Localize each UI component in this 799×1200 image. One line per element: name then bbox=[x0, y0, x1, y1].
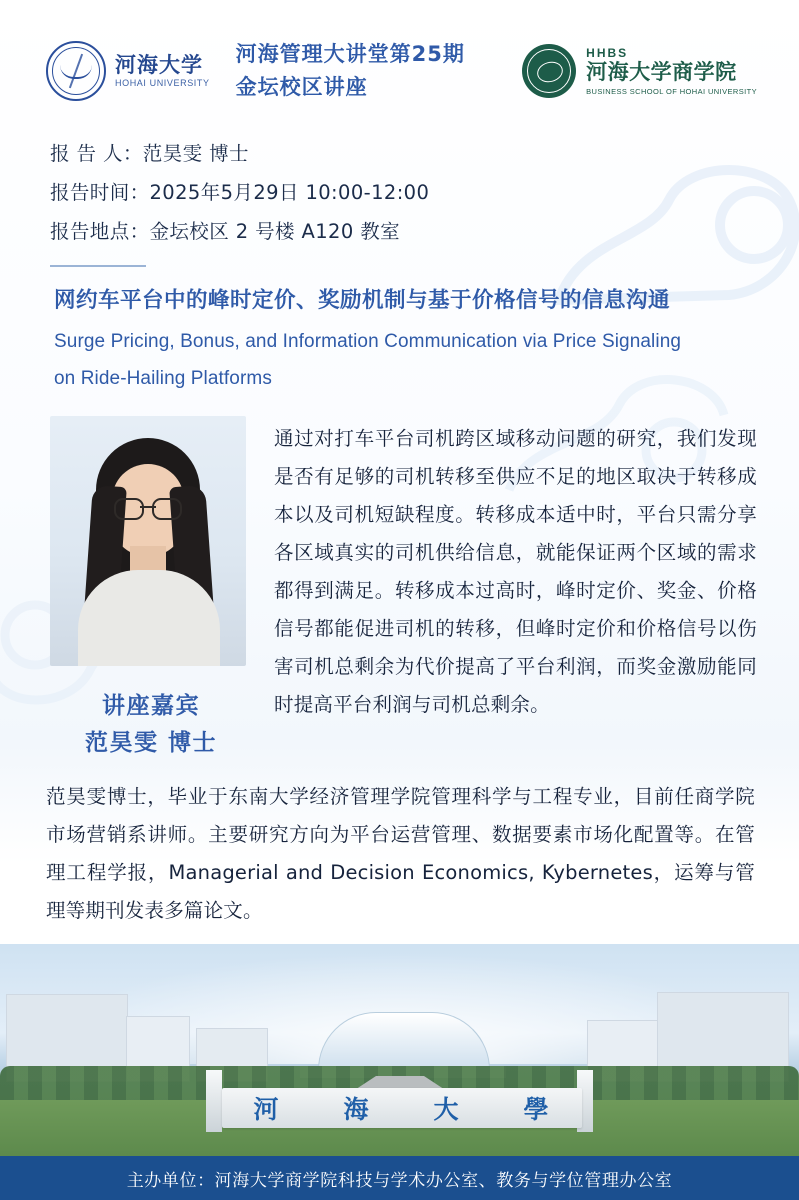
poster-header bbox=[0, 0, 799, 116]
gate-char: 河 bbox=[253, 1095, 281, 1124]
hhbs-seal-icon bbox=[522, 44, 576, 98]
hohai-name-cn: 河海大学 bbox=[115, 52, 203, 77]
hhbs-abbr: HHBS bbox=[586, 45, 629, 60]
guest-label-block bbox=[46, 688, 256, 762]
time-line: 报告时间：2025年5月29日 10:00-12:00 bbox=[50, 181, 430, 204]
lecture-info-block bbox=[0, 116, 799, 267]
guest-name: 范昊雯 博士 bbox=[84, 730, 217, 757]
header-title-line1: 河海管理大讲堂第25期 bbox=[235, 42, 465, 67]
gate-char: 學 bbox=[523, 1095, 551, 1124]
lecture-title-cn: 网约车平台中的峰时定价、奖励机制与基于价格信号的信息沟通 bbox=[54, 288, 671, 313]
lecture-title-en-line2: on Ride-Hailing Platforms bbox=[54, 367, 272, 389]
speaker-column bbox=[46, 416, 256, 762]
gate-char: 大 bbox=[433, 1095, 461, 1124]
campus-gate-wall bbox=[222, 1088, 582, 1128]
gate-char: 海 bbox=[343, 1095, 371, 1124]
lecture-title-en-line1: Surge Pricing, Bonus, and Information Communication via Price Signaling bbox=[54, 330, 682, 352]
wave-icon bbox=[60, 65, 92, 79]
lecture-abstract: 通过对打车平台司机跨区域移动问题的研究，我们发现是否有足够的司机转移至供应不足的地区取决于转移成本以及司机短缺程度。转移成本适中时，平台只需分享各区域真实的司机供给信息，就能保证两个区域的需求都得到满足。转移成本过高时，峰时定价、奖金、价格信号都能促进司机的转移，但峰时定价和价格信号以伤害司机总剩余为代价提高了平台利润，而奖金激励能同时提高平台利润与司机总剩余。 bbox=[274, 427, 757, 717]
lecture-titles bbox=[0, 275, 799, 394]
poster-footer bbox=[0, 1156, 799, 1200]
guest-label: 讲座嘉宾 bbox=[102, 693, 200, 720]
gate-pillar-left bbox=[206, 1070, 222, 1132]
organizer-text: 主办单位：河海大学商学院科技与学术办公室、教务与学位管理办公室 bbox=[126, 1170, 673, 1191]
poster-header-title bbox=[210, 38, 523, 103]
gate-inscription bbox=[222, 1088, 582, 1128]
speaker-line: 报 告 人：范昊雯 博士 bbox=[50, 142, 249, 165]
section-divider bbox=[50, 265, 146, 267]
hohai-name-en: HOHAI UNIVERSITY bbox=[115, 77, 210, 88]
place-line: 报告地点：金坛校区 2 号楼 A120 教室 bbox=[50, 220, 401, 243]
header-title-line2: 金坛校区讲座 bbox=[235, 75, 368, 99]
speaker-portrait-photo bbox=[50, 416, 246, 666]
hhbs-name-en: BUSINESS SCHOOL OF HOHAI UNIVERSITY bbox=[586, 87, 757, 97]
speaker-and-abstract bbox=[0, 394, 799, 762]
hohai-seal-icon bbox=[46, 41, 106, 101]
hohai-university-logo bbox=[46, 41, 210, 101]
portrait-body bbox=[78, 570, 220, 666]
speaker-bio: 范昊雯博士，毕业于东南大学经济管理学院管理科学与工程专业，目前任商学院市场营销系讲师。主要研究方向为平台运营管理、数据要素市场化配置等。在管理工程学报，Managerial and Decision Economics, Kybernetes，运筹与管理等期刊发表多篇论文。 bbox=[46, 784, 755, 922]
business-school-logo bbox=[522, 44, 757, 98]
hhbs-name-cn: 河海大学商学院 bbox=[586, 59, 737, 84]
campus-photo bbox=[0, 944, 799, 1156]
glasses-bridge bbox=[140, 506, 156, 508]
